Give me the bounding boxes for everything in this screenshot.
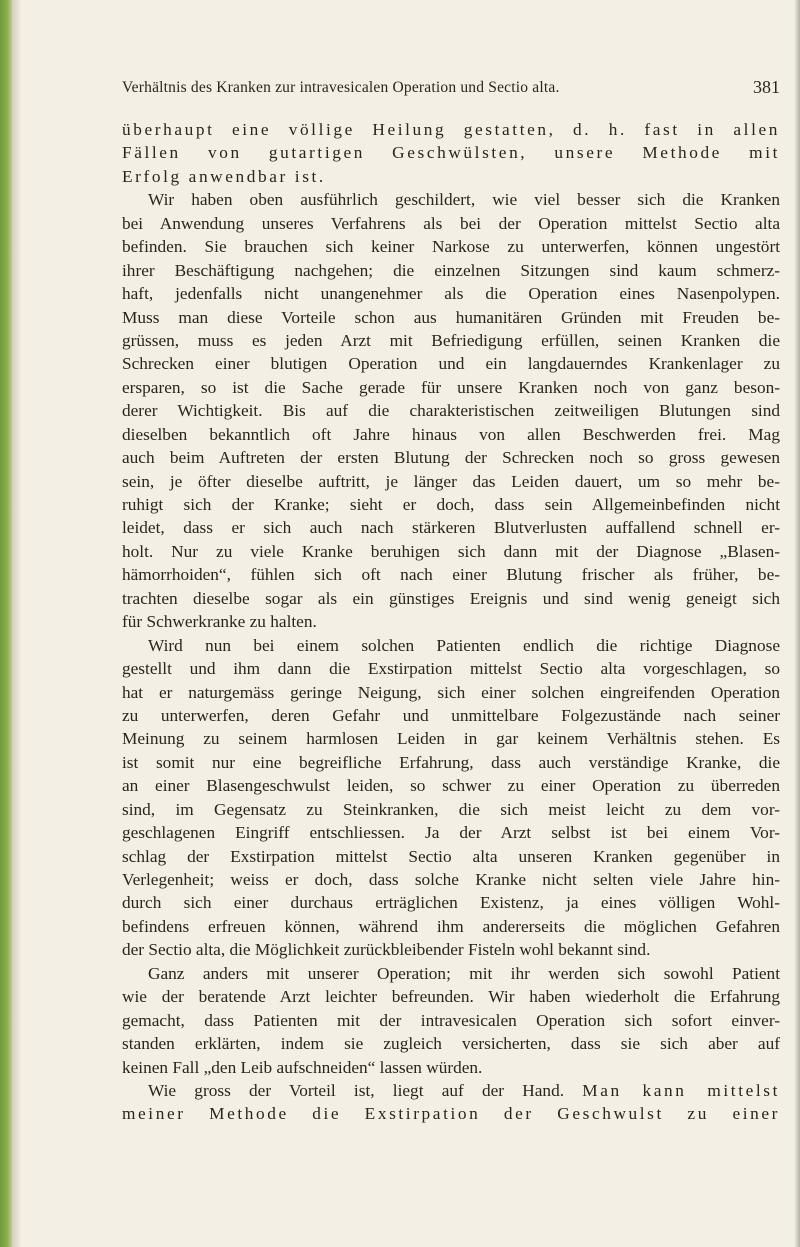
spaced-emphasis-line: Fällen von gutartigen Geschwülsten, unsere Methode mit [122, 143, 780, 163]
text-line: Meinung zu seinem harmlosen Leiden in gar keinem Verhältnis stehen. Es [122, 729, 780, 749]
text-line: trachten dieselbe sogar als ein günstiges Ereignis und sind wenig geneigt sich [122, 588, 780, 608]
page-edge-shadow [794, 0, 800, 1247]
text-line: derer Wichtigkeit. Bis auf die charakteristischen zeitweiligen Blutungen sind [122, 401, 780, 421]
text-line: leidet, dass er sich auch nach stärkeren Blutverlusten auffallend schnell er- [122, 518, 780, 538]
text-line: bei Anwendung unseres Verfahrens als bei der Operation mittelst Sectio alta [122, 213, 780, 233]
text-line: zu unterwerfen, deren Gefahr und unmittelbare Folgezustände nach seiner [122, 705, 780, 725]
book-spine-edge [0, 0, 12, 1247]
text-line: Verlegenheit; weiss er doch, dass solche Kranke nicht selten viele Jahre hin- [122, 870, 780, 889]
spaced-emphasis-line: Erfolg anwendbar ist. [122, 166, 326, 186]
text-line: der Sectio alta, die Möglichkeit zurückbleibender Fisteln wohl bekannt sind. [122, 940, 651, 960]
text-line: keinen Fall „den Leib aufschneiden“ lassen würden. [122, 1057, 483, 1077]
page-header [122, 77, 780, 101]
spaced-emphasis-line: überhaupt eine völlige Heilung gestatten, d. h. fast in allen [122, 120, 780, 139]
spaced-emphasis-line: meiner Methode die Exstirpation der Geschwulst zu einer [122, 1104, 780, 1124]
text-line-head: Wie gross der Vorteil ist, liegt auf der Hand. [148, 1080, 583, 1100]
gutter-shadow [12, 0, 22, 1247]
text-line: Muss man diese Vorteile schon aus humanitären Gründen mit Freuden be- [122, 307, 780, 327]
text-line: ist somit nur eine begreifliche Erfahrung, dass auch verständige Kranke, die [122, 752, 780, 772]
text-line: Wird nun bei einem solchen Patienten endlich die richtige Diagnose [148, 635, 780, 655]
text-line: ihrer Beschäftigung nachgehen; die einzelnen Sitzungen sind kaum schmerz- [122, 260, 780, 280]
text-line: dieselben bekanntlich oft Jahre hinaus von allen Beschwerden frei. Mag [122, 424, 780, 444]
text-line [122, 1079, 780, 1102]
text-line: Wir haben oben ausführlich geschildert, wie viel besser sich die Kranken [148, 190, 780, 210]
text-line: schlag der Exstirpation mittelst Sectio alta unseren Kranken gegenüber in [122, 846, 780, 866]
running-title: Verhältnis des Kranken zur intravesicalen Operation und Sectio alta. [122, 79, 560, 96]
spaced-emphasis: Man kann mittelst [582, 1080, 780, 1100]
text-line: ersparen, so ist die Sache gerade für unsere Kranken noch von ganz beson- [122, 377, 780, 397]
text-line: für Schwerkranke zu halten. [122, 612, 317, 632]
text-line: grüssen, muss es jeden Arzt mit Befriedigung erfüllen, seinen Kranken die [122, 330, 780, 350]
text-line: hämorrhoiden“, fühlen sich oft nach einer Blutung frischer als früher, be- [122, 565, 780, 585]
text-line: wie der beratende Arzt leichter befreunden. Wir haben wiederholt die Erfahrung [122, 987, 780, 1007]
text-line: befindens erfreuen können, während ihm andererseits die möglichen Gefahren [122, 916, 780, 936]
text-line: ruhigt sich der Kranke; sieht er doch, dass sein Allgemeinbefinden nicht [122, 495, 780, 514]
text-line: Schrecken einer blutigen Operation und ein langdauerndes Krankenlager zu [122, 354, 780, 374]
text-line: an einer Blasengeschwulst leiden, so schwer zu einer Operation zu überreden [122, 776, 780, 796]
text-line: Ganz anders mit unserer Operation; mit ihr werden sich sowohl Patient [148, 963, 780, 983]
page-number: 381 [753, 77, 780, 97]
text-line: haft, jedenfalls nicht unangenehmer als die Operation eines Nasenpolypen. [122, 284, 780, 304]
text-line: standen erklärten, indem sie zugleich versicherten, dass sie sich aber auf [122, 1034, 780, 1054]
text-line: holt. Nur zu viele Kranke beruhigen sich dann mit der Diagnose „Blasen- [122, 541, 780, 561]
text-line: sind, im Gegensatz zu Steinkranken, die sich meist leicht zu dem vor- [122, 799, 780, 819]
text-line: gemacht, dass Patienten mit der intravesicalen Operation sich sofort einver- [122, 1010, 780, 1030]
text-line: hat er naturgemäss geringe Neigung, sich einer solchen eingreifenden Operation [122, 682, 780, 702]
text-line: sein, je öfter dieselbe auftritt, je länger das Leiden dauert, um so mehr be- [122, 471, 780, 491]
text-line: durch sich einer durchaus erträglichen Existenz, ja eines völligen Wohl- [122, 893, 780, 913]
body-text [122, 118, 780, 1126]
text-line: gestellt und ihm dann die Exstirpation mittelst Sectio alta vorgeschlagen, so [122, 659, 780, 679]
text-line: geschlagenen Eingriff entschliessen. Ja der Arzt selbst ist bei einem Vor- [122, 823, 780, 843]
text-line: auch beim Auftreten der ersten Blutung der Schrecken noch so gross gewesen [122, 448, 780, 468]
text-line: befinden. Sie brauchen sich keiner Narkose zu unterwerfen, können ungestört [122, 237, 780, 257]
